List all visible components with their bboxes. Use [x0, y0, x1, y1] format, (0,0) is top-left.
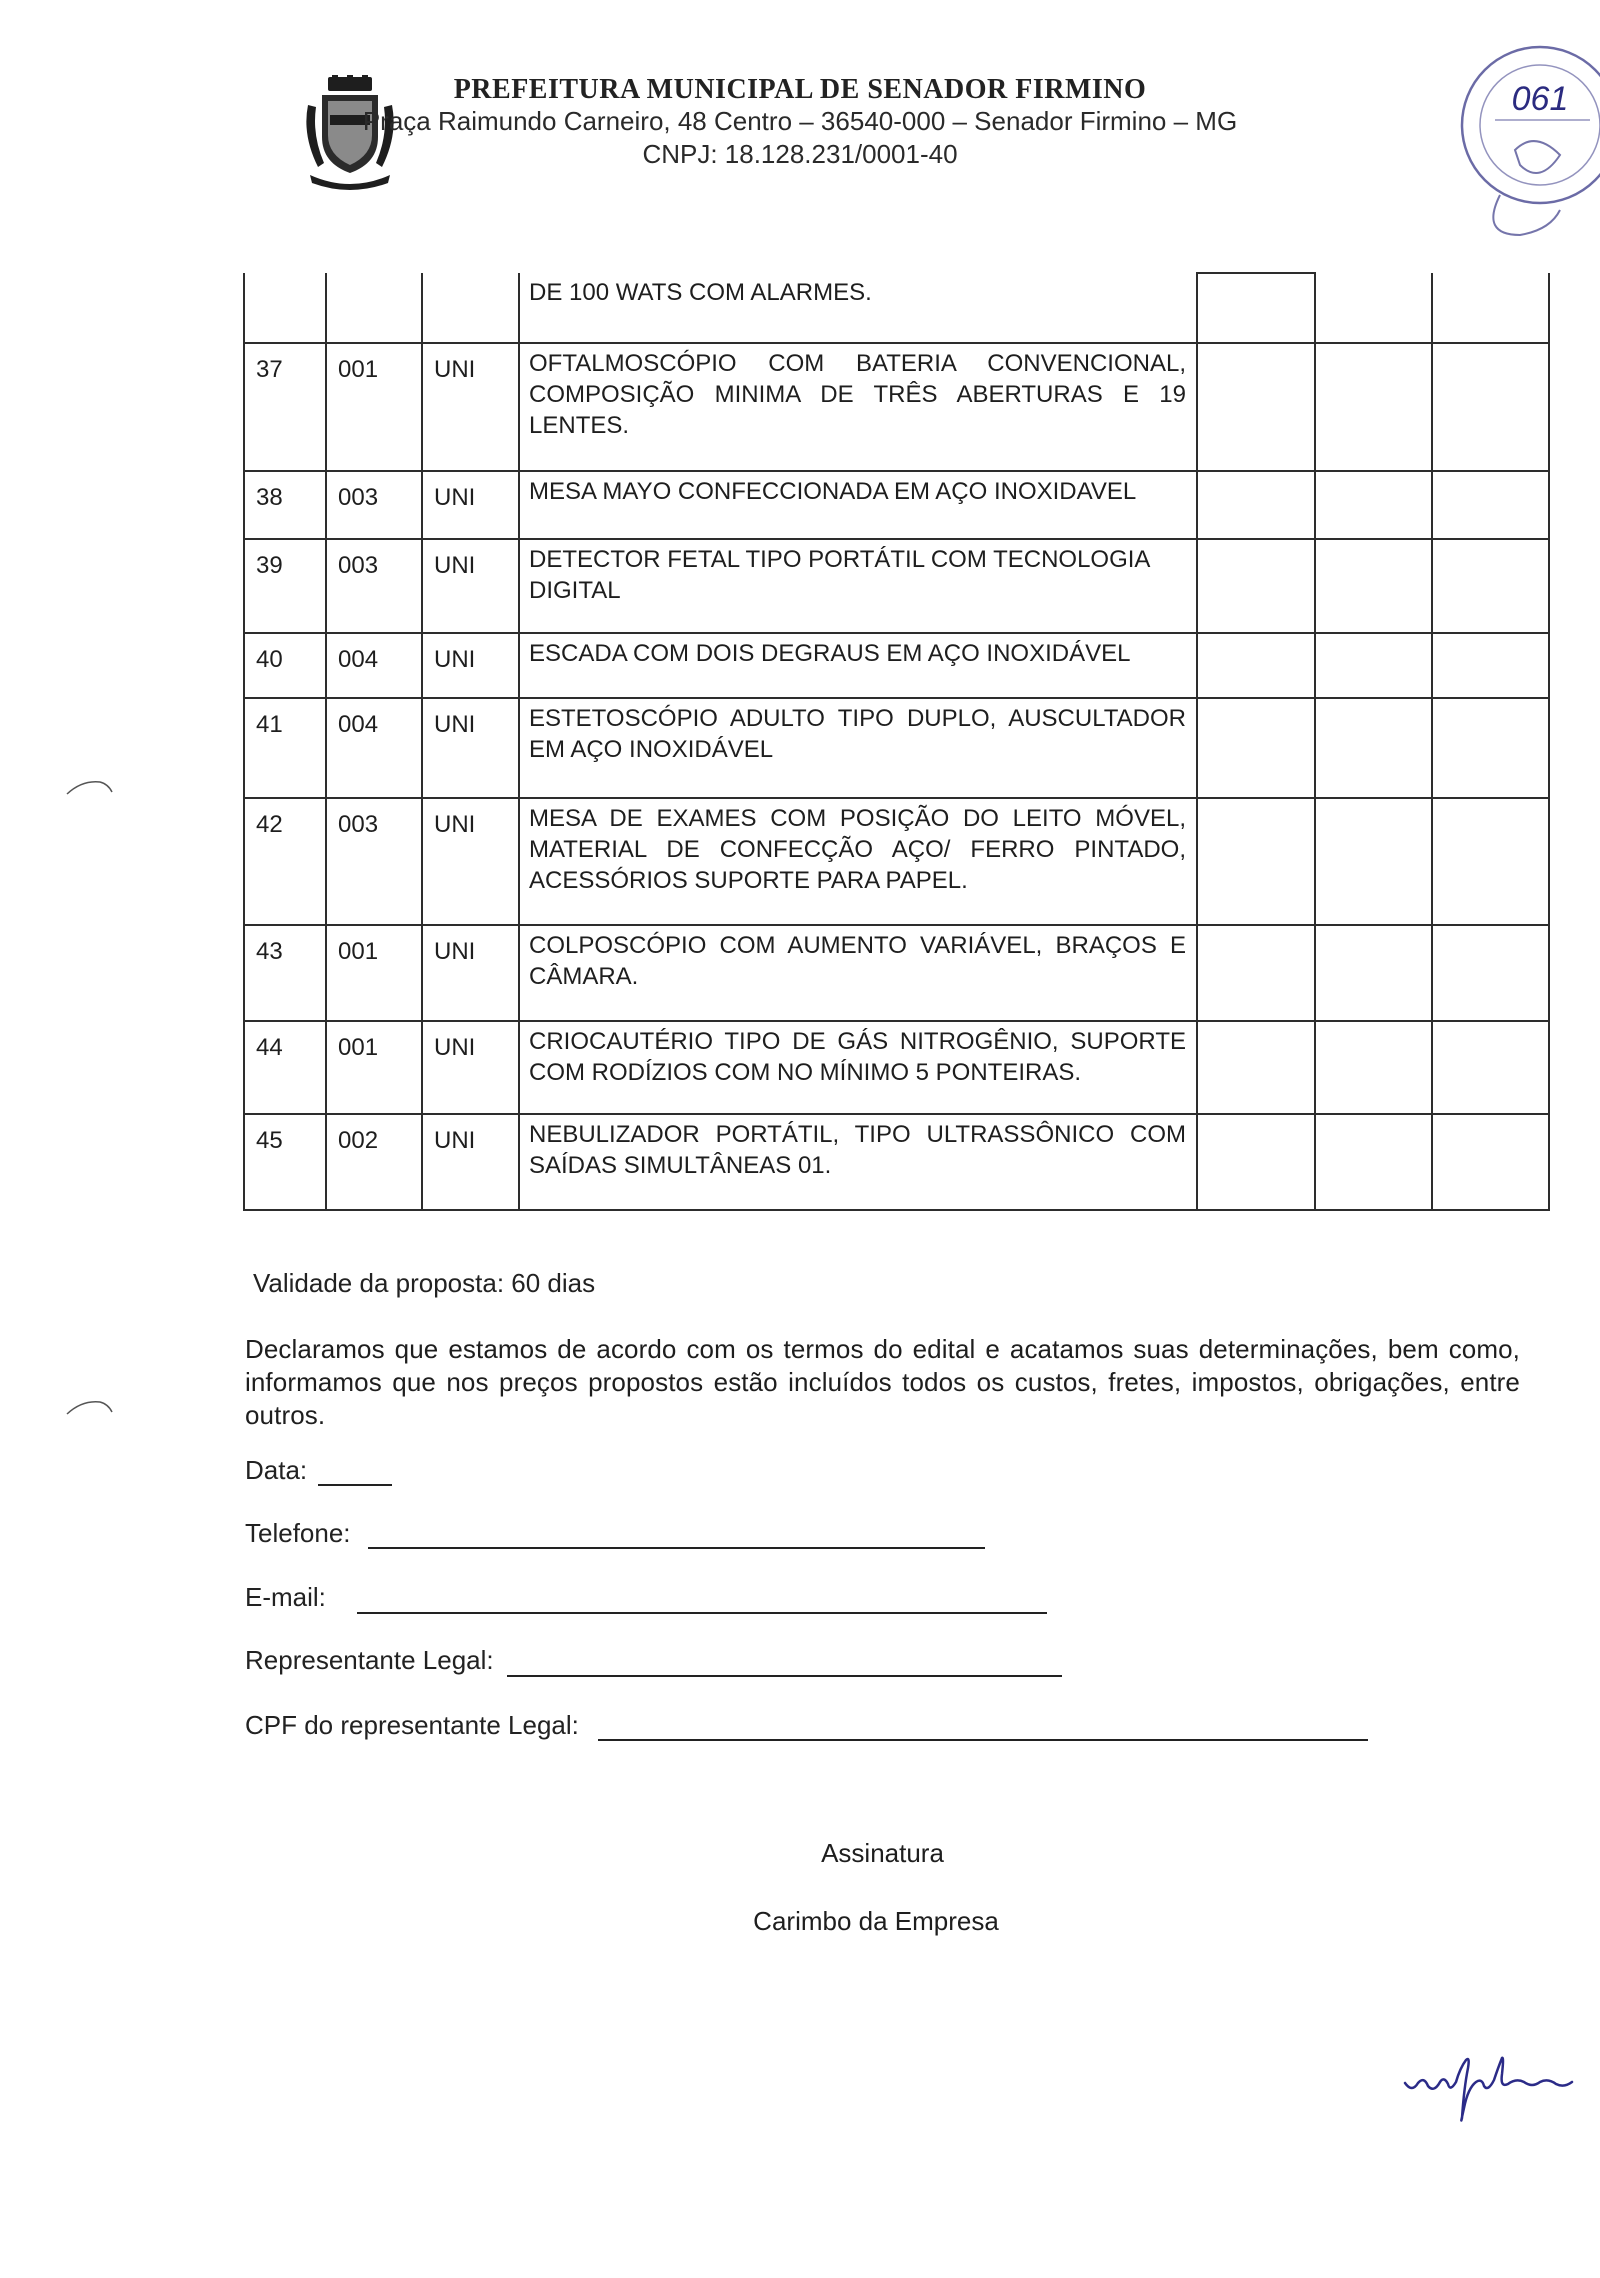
- item-unit: UNI: [422, 633, 519, 698]
- item-unit: UNI: [422, 798, 519, 925]
- description-text: COLPOSCÓPIO COM AUMENTO VARIÁVEL, BRAÇOS E CÂMARA.: [529, 932, 1186, 990]
- company-stamp-label: Carimbo da Empresa: [753, 1906, 999, 1936]
- date-field[interactable]: [318, 1484, 392, 1486]
- table-row: [244, 1021, 1549, 1114]
- description-text: OFTALMOSCÓPIO COM BATERIA CONVENCIONAL, COMPOSIÇÃO MINIMA DE TRÊS ABERTURAS E 19 LENTES.: [529, 350, 1186, 439]
- legal-rep-cpf-field[interactable]: [598, 1739, 1368, 1741]
- unit-price-cell[interactable]: [1197, 343, 1315, 471]
- brand-cell[interactable]: [1432, 633, 1549, 698]
- unit-price-cell[interactable]: [1197, 471, 1315, 539]
- description-text: DETECTOR FETAL TIPO PORTÁTIL COM TECNOLOGIA DIGITAL: [529, 546, 1150, 604]
- description-cell: [519, 1021, 1197, 1114]
- signature-label: Assinatura: [821, 1838, 944, 1868]
- item-quantity: 001: [326, 1021, 422, 1114]
- table-row: [244, 471, 1549, 539]
- items-table: [243, 272, 1550, 1211]
- item-quantity: 003: [326, 798, 422, 925]
- phone-field[interactable]: [368, 1547, 985, 1549]
- table-row: [244, 1114, 1549, 1210]
- description-text: CRIOCAUTÉRIO TIPO DE GÁS NITROGÊNIO, SUPORTE COM RODÍZIOS COM NO MÍNIMO 5 PONTEIRAS.: [529, 1028, 1186, 1086]
- item-number: 38: [244, 471, 326, 539]
- qty-cell: [326, 273, 422, 343]
- item-number: 40: [244, 633, 326, 698]
- table-row: [244, 539, 1549, 633]
- description-cell: [519, 273, 1197, 343]
- legal-rep-cpf-label: CPF do representante Legal:: [245, 1710, 579, 1740]
- description-cell: [519, 633, 1197, 698]
- brand-cell[interactable]: [1432, 798, 1549, 925]
- description-cell: [519, 471, 1197, 539]
- scan-mark-icon: [62, 772, 122, 802]
- description-text: ESCADA COM DOIS DEGRAUS EM AÇO INOXIDÁVEL: [529, 640, 1131, 667]
- brand-cell[interactable]: [1432, 698, 1549, 798]
- item-quantity: 004: [326, 698, 422, 798]
- table-row: [244, 925, 1549, 1021]
- description-text: ESTETOSCÓPIO ADULTO TIPO DUPLO, AUSCULTADOR EM AÇO INOXIDÁVEL: [529, 705, 1186, 763]
- unit-price-cell[interactable]: [1197, 1021, 1315, 1114]
- item-number: 44: [244, 1021, 326, 1114]
- item-quantity: 004: [326, 633, 422, 698]
- description-cell: [519, 698, 1197, 798]
- email-field[interactable]: [357, 1612, 1047, 1614]
- municipality-cnpj: CNPJ: 18.128.231/0001-40: [642, 139, 958, 169]
- proposal-validity: Validade da proposta: 60 dias: [253, 1268, 596, 1298]
- commission-stamp: [1440, 15, 1600, 240]
- table-row: [244, 633, 1549, 698]
- phone-label: Telefone:: [245, 1518, 351, 1548]
- unit-price-cell[interactable]: [1197, 698, 1315, 798]
- stamp-page-number: 061: [1511, 80, 1569, 118]
- table-row-continuation: [244, 273, 1549, 343]
- item-quantity: 001: [326, 925, 422, 1021]
- brand-cell[interactable]: [1432, 471, 1549, 539]
- total-price-cell[interactable]: [1315, 471, 1432, 539]
- email-label: E-mail:: [245, 1582, 326, 1612]
- description-text: MESA MAYO CONFECCIONADA EM AÇO INOXIDAVEL: [529, 478, 1137, 505]
- table-row: [244, 698, 1549, 798]
- unit-price-cell[interactable]: [1197, 1114, 1315, 1210]
- item-cell: [244, 273, 326, 343]
- item-unit: UNI: [422, 1114, 519, 1210]
- total-price-cell[interactable]: [1315, 1021, 1432, 1114]
- brand-cell[interactable]: [1432, 273, 1549, 343]
- legal-rep-label: Representante Legal:: [245, 1645, 494, 1675]
- brand-cell[interactable]: [1432, 925, 1549, 1021]
- item-unit: UNI: [422, 1021, 519, 1114]
- item-quantity: 003: [326, 471, 422, 539]
- description-cell: [519, 539, 1197, 633]
- item-unit: UNI: [422, 471, 519, 539]
- unit-price-cell[interactable]: [1197, 798, 1315, 925]
- item-unit: UNI: [422, 925, 519, 1021]
- description-text: NEBULIZADOR PORTÁTIL, TIPO ULTRASSÔNICO COM SAÍDAS SIMULTÂNEAS 01.: [529, 1121, 1186, 1179]
- total-price-cell[interactable]: [1315, 633, 1432, 698]
- description-cell: [519, 1114, 1197, 1210]
- item-number: 41: [244, 698, 326, 798]
- unit-price-cell[interactable]: [1197, 273, 1315, 343]
- municipality-address: Praça Raimundo Carneiro, 48 Centro – 36540-000 – Senador Firmino – MG: [362, 106, 1238, 136]
- handwritten-initials: [1400, 2048, 1580, 2128]
- total-price-cell[interactable]: [1315, 539, 1432, 633]
- table-row: [244, 343, 1549, 471]
- total-price-cell[interactable]: [1315, 1114, 1432, 1210]
- item-quantity: 001: [326, 343, 422, 471]
- declaration-paragraph: Declaramos que estamos de acordo com os termos do edital e acatamos suas determinações, bem como, informamos que nos preços propostos estão incluídos todos os custos, fretes, impostos, obrigações, entre outros.: [245, 1334, 1520, 1430]
- item-unit: UNI: [422, 343, 519, 471]
- brand-cell[interactable]: [1432, 539, 1549, 633]
- unit-price-cell[interactable]: [1197, 539, 1315, 633]
- brand-cell[interactable]: [1432, 343, 1549, 471]
- unit-price-cell[interactable]: [1197, 633, 1315, 698]
- description-text: MESA DE EXAMES COM POSIÇÃO DO LEITO MÓVEL, MATERIAL DE CONFECÇÃO AÇO/ FERRO PINTADO, ACESSÓRIOS SUPORTE PARA PAPEL.: [529, 805, 1186, 894]
- description-cell: [519, 925, 1197, 1021]
- description-cell: [519, 343, 1197, 471]
- description-text: DE 100 WATS COM ALARMES.: [529, 279, 872, 306]
- unit-cell: [422, 273, 519, 343]
- date-label: Data:: [245, 1455, 308, 1485]
- brand-cell[interactable]: [1432, 1114, 1549, 1210]
- item-number: 39: [244, 539, 326, 633]
- item-number: 43: [244, 925, 326, 1021]
- legal-rep-field[interactable]: [507, 1675, 1062, 1677]
- item-number: 37: [244, 343, 326, 471]
- table-row: [244, 798, 1549, 925]
- description-cell: [519, 798, 1197, 925]
- item-quantity: 003: [326, 539, 422, 633]
- unit-price-cell[interactable]: [1197, 925, 1315, 1021]
- total-price-cell[interactable]: [1315, 698, 1432, 798]
- total-price-cell[interactable]: [1315, 273, 1432, 343]
- brand-cell[interactable]: [1432, 1021, 1549, 1114]
- item-quantity: 002: [326, 1114, 422, 1210]
- item-unit: UNI: [422, 698, 519, 798]
- item-number: 45: [244, 1114, 326, 1210]
- document-title: PREFEITURA MUNICIPAL DE SENADOR FIRMINO: [453, 74, 1147, 105]
- item-unit: UNI: [422, 539, 519, 633]
- total-price-cell[interactable]: [1315, 798, 1432, 925]
- scan-mark-icon: [62, 1392, 122, 1422]
- item-number: 42: [244, 798, 326, 925]
- total-price-cell[interactable]: [1315, 925, 1432, 1021]
- total-price-cell[interactable]: [1315, 343, 1432, 471]
